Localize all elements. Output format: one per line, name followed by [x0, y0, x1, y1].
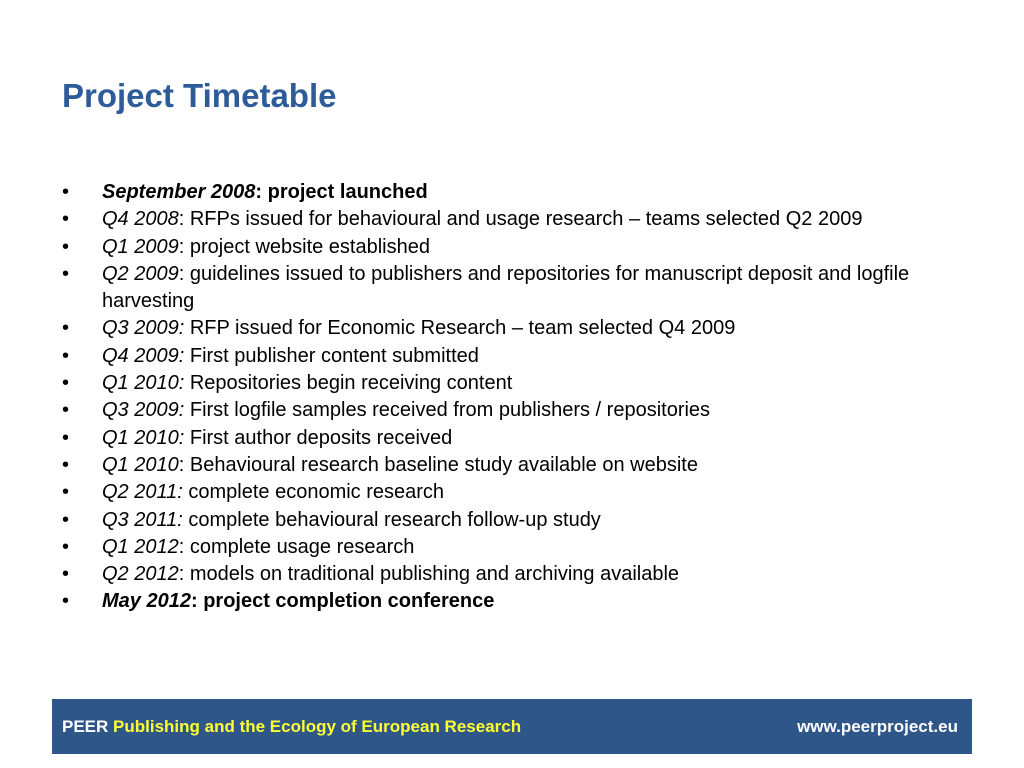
- timeline-item-description: project completion conference: [197, 590, 495, 613]
- bullet-icon: •: [62, 426, 70, 449]
- timeline-item: [62, 206, 962, 233]
- timeline-item-description: project website established: [184, 235, 430, 258]
- timeline-item: [62, 397, 962, 424]
- timeline-item-date: Q2 2009: [102, 262, 179, 285]
- timeline-item: [62, 261, 962, 316]
- bullet-icon: •: [62, 372, 70, 395]
- bullet-icon: •: [62, 508, 70, 531]
- timeline-list: [62, 179, 962, 616]
- bullet-icon: •: [62, 208, 70, 231]
- bullet-icon: •: [62, 590, 70, 613]
- bullet-icon: •: [62, 399, 70, 422]
- timeline-item: [62, 315, 962, 342]
- timeline-item-date: September 2008: [102, 181, 256, 203]
- timeline-item: [62, 425, 962, 452]
- timeline-item-description: First publisher content submitted: [184, 344, 479, 367]
- bullet-icon: •: [62, 235, 70, 258]
- bullet-icon: •: [62, 181, 70, 203]
- timeline-item-description: RFP issued for Economic Research – team selected Q4 2009: [184, 317, 736, 340]
- bullet-icon: •: [62, 317, 70, 340]
- timeline-item-separator: :: [178, 453, 185, 476]
- timeline-item-separator: :: [178, 208, 185, 231]
- timeline-item-description: complete economic research: [182, 481, 445, 504]
- timeline-item-description: complete usage research: [184, 535, 415, 558]
- timeline-item-date: Q1 2010: [102, 453, 179, 476]
- bullet-icon: •: [62, 481, 70, 504]
- bullet-icon: •: [62, 563, 70, 586]
- timeline-item-date: Q1 2010:: [102, 372, 185, 395]
- timeline-item-description: guidelines issued to publishers and repositories for manuscript deposit and logfile harvesting: [102, 262, 910, 313]
- timeline-item-date: Q4 2009:: [102, 344, 185, 367]
- timeline-item-date: Q2 2011:: [102, 481, 183, 504]
- timeline-item-description: complete behavioural research follow-up study: [182, 508, 601, 531]
- footer-bar: [52, 699, 972, 754]
- footer-tagline: Publishing and the Ecology of European Research: [113, 717, 522, 736]
- timeline-item: [62, 343, 962, 370]
- timeline-item-date: Q2 2012: [102, 563, 179, 586]
- timeline-item: [62, 561, 962, 588]
- timeline-item-description: First author deposits received: [184, 426, 453, 449]
- timeline-item: [62, 479, 962, 506]
- timeline-item-date: May 2012: [102, 590, 191, 613]
- timeline-item: [62, 452, 962, 479]
- timeline-item-date: Q3 2009:: [102, 399, 185, 422]
- timeline-item-description: First logfile samples received from publishers / repositories: [184, 399, 711, 422]
- timeline-item: [62, 179, 962, 206]
- timeline-item-description: Repositories begin receiving content: [184, 372, 513, 395]
- timeline-item: [62, 370, 962, 397]
- timeline-item-separator: :: [178, 563, 185, 586]
- timeline-item-date: Q1 2012: [102, 535, 179, 558]
- timeline-item-date: Q4 2008: [102, 208, 179, 231]
- timeline-item: [62, 234, 962, 261]
- timeline-item-separator: :: [178, 535, 185, 558]
- timeline-item-separator: :: [178, 235, 185, 258]
- timeline-item-description: Behavioural research baseline study available on website: [184, 453, 698, 476]
- timeline-item-separator: :: [190, 590, 198, 613]
- timeline-item-date: Q1 2009: [102, 235, 179, 258]
- bullet-icon: •: [62, 262, 70, 285]
- timeline-item-description: project launched: [262, 181, 428, 203]
- timeline-item-description: RFPs issued for behavioural and usage research – teams selected Q2 2009: [184, 208, 863, 231]
- bullet-icon: •: [62, 344, 70, 367]
- timeline-item: [62, 588, 962, 615]
- timeline-item-separator: :: [178, 262, 185, 285]
- bullet-icon: •: [62, 453, 70, 476]
- timeline-item-separator: :: [255, 181, 263, 203]
- timeline-item-date: Q3 2009:: [102, 317, 185, 340]
- footer-url-link[interactable]: www.peerproject.eu: [797, 717, 958, 736]
- slide-title: Project Timetable: [62, 77, 337, 114]
- timeline-item: [62, 507, 962, 534]
- footer-brand: PEER: [62, 717, 109, 736]
- bullet-icon: •: [62, 535, 70, 558]
- timeline-item: [62, 534, 962, 561]
- timeline-item-description: models on traditional publishing and archiving available: [184, 563, 680, 586]
- footer-title: [62, 699, 521, 754]
- timeline-item-date: Q1 2010:: [102, 426, 185, 449]
- timeline-item-date: Q3 2011:: [102, 508, 183, 531]
